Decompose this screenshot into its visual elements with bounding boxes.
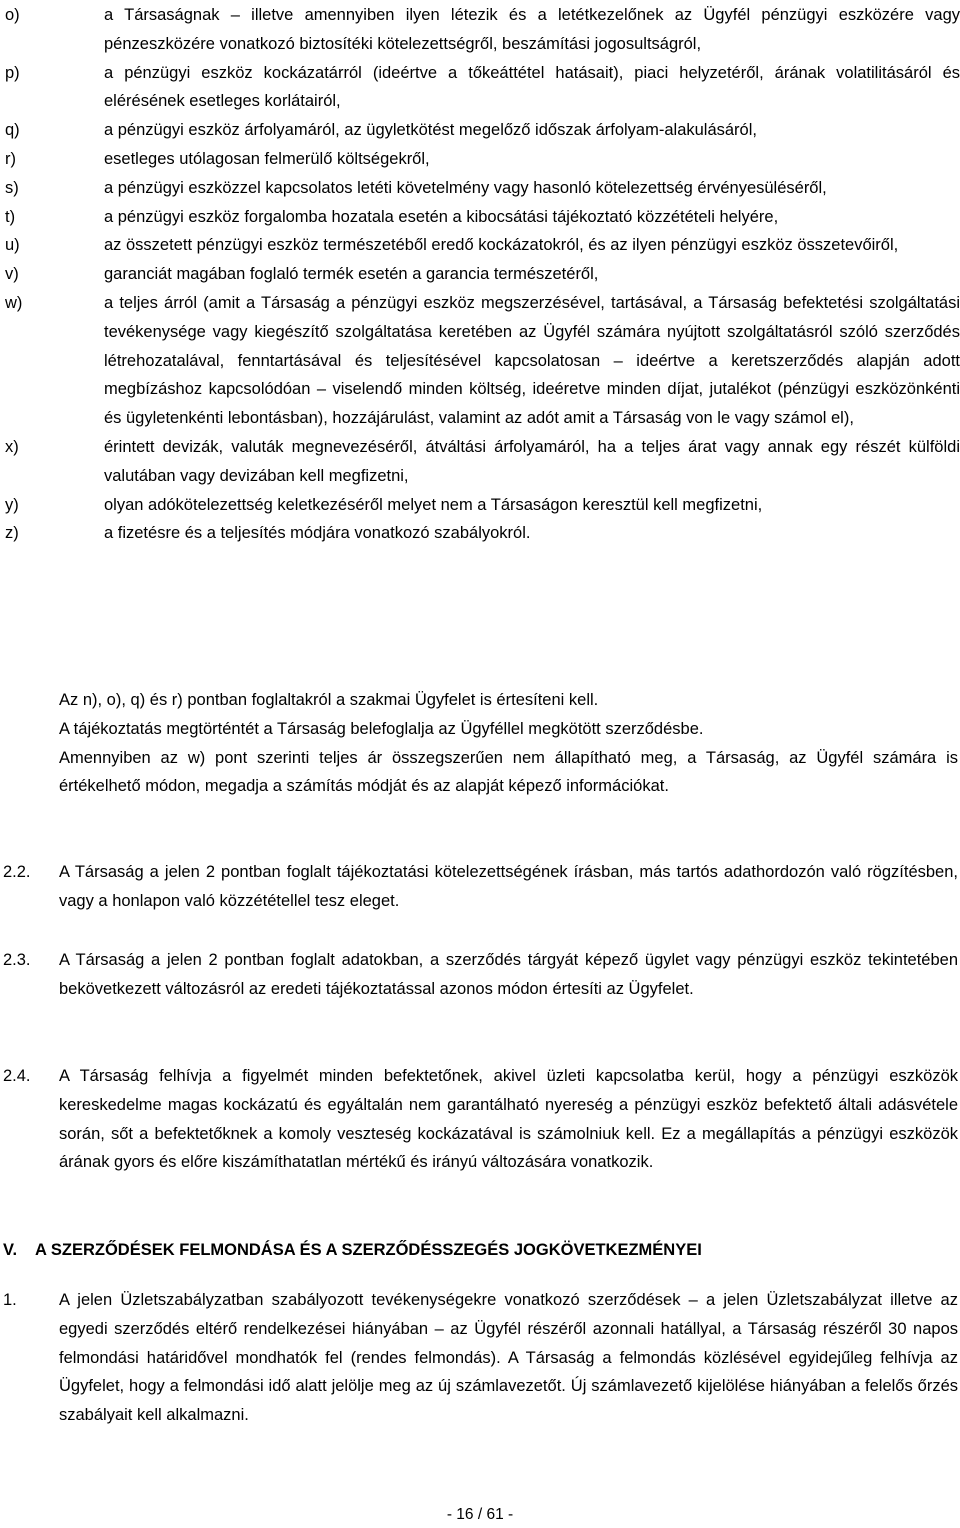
list-item [5,145,960,174]
list-item [5,1,960,59]
list-item [5,289,960,433]
section-number: 2.3. [3,951,31,969]
list-marker: t) [5,207,16,226]
list-marker: z) [5,524,19,543]
section-text: A Társaság a jelen 2 pontban foglalt tájékoztatási kötelezettségének írásban, más tartós adathordozón való rögzítésben, vagy a honlapon való közzététellel tesz eleget. [59,863,958,910]
list-item [5,203,960,232]
list-item-text: olyan adókötelezettség keletkezéséről melyet nem a Társaságon keresztül kell megfizetni, [104,495,763,514]
list-marker: y) [5,495,19,514]
note-paragraph: Amennyiben az w) pont szerinti teljes ár összegszerűen nem állapítható meg, a Társaság, az Ügyfél számára is értékelhető módon, megadja a számítás módját és az alapját képező információkat. [59,748,958,796]
clause-text: A jelen Üzletszabályzatban szabályozott tevékenységekre vonatkozó szerződések – a jelen Üzletszabályzat illetve az egyedi szerződés eltérő rendelkezései hiányában – az Ügyfél részéről azonnali hatállyal, a Társaság részéről 30 napos felmondási határidővel mondhatók fel (rendes felmondás). A Társaság a felmondás közlésével egyidejűleg felhívja az Ügyfelet, hogy a felmondási idő alatt jelölje meg az új számlavezetőt. Új számlavezető kijelölése hiányában a felelős őrzés szabályait kell alkalmazni. [59,1291,958,1425]
list-item-text: garanciát magában foglaló termék esetén a garancia természetéről, [104,265,599,284]
list-item-text: a fizetésre és a teljesítés módjára vonatkozó szabályokról. [104,524,531,543]
list-item-text: a pénzügyi eszköz forgalomba hozatala esetén a kibocsátási tájékoztató közzétételi helyére, [104,207,779,226]
list-marker: r) [5,149,16,168]
list-item [5,491,960,520]
list-marker: w) [5,293,23,312]
section-number: 2.4. [3,1067,31,1085]
list-item-text: a pénzügyi eszköz árfolyamáról, az ügyletkötést megelőző időszak árfolyam-alakulásáról, [104,121,757,140]
list-marker: p) [5,63,20,82]
list-item-text: a Társaságnak – illetve amennyiben ilyen létezik és a letétkezelőnek az Ügyfél pénzügyi eszközére vagy pénzeszközére vonatkozó biztosítéki kötelezettségről, beszámítási jogosultságról, [104,6,960,53]
list-item [5,116,960,145]
list-marker: s) [5,178,19,197]
list-item-text: érintett devizák, valuták megnevezéséről, átváltási árfolyamáról, ha a teljes árat vagy annak egy részét külföldi valutában vagy devizában kell megfizetni, [104,437,960,485]
list-marker: v) [5,265,19,284]
list-item [5,260,960,289]
list-item [5,174,960,203]
list-item-text: a pénzügyi eszköz kockázatárról (ideértve a tőkeáttétel hatásait), piaci helyzetéről, árának volatilitásáról és elérésének esetleges korlátairól, [104,63,960,111]
section-2-3 [0,946,958,1004]
sub-point-list [5,1,960,548]
clause-1 [0,1286,958,1430]
chapter-heading [0,1236,958,1265]
section-2-4 [0,1062,958,1177]
page-number: - 16 / 61 - [446,1506,514,1523]
chapter-title: A SZERZŐDÉSEK FELMONDÁSA ÉS A SZERZŐDÉSSZEGÉS JOGKÖVETKEZMÉNYEI [35,1241,702,1259]
clause-number: 1. [3,1291,17,1309]
note-paragraph: A tájékoztatás megtörténtét a Társaság belefoglalja az Ügyféllel megkötött szerződésbe. [59,719,704,738]
note-paragraph: Az n), o), q) és r) pontban foglaltakról a szakmai Ügyfelet is értesíteni kell. [59,691,599,709]
list-item-text: a teljes árról (amit a Társaság a pénzügyi eszköz megszerzésével, tartásával, a Társaság befektetési szolgáltatási tevékenysége vagy kiegészítő szolgáltatása keretében az Ügyfél számára nyújtott szolgáltatásról szóló szerződés létrehozatalával, fenntartásával és teljesítésével kapcsolatosan – ideértve a keretszerződés alapján adott megbízáshoz kapcsolódóan – viselendő minden költség, ideéretve minden díjat, jutalékot (pénzügyi eszközönkénti és ügyletenkénti lebontásban), hozzájárulást, valamint az adót amit a Társaság von le vagy számol el), [104,293,960,428]
list-item-text: a pénzügyi eszközzel kapcsolatos letéti követelmény vagy hasonló kötelezettség érvényesüléséről, [104,178,827,197]
list-item-text: az összetett pénzügyi eszköz természetéből eredő kockázatokról, és az ilyen pénzügyi eszköz összetevőiről, [104,236,899,255]
list-marker: u) [5,236,20,255]
section-2-2 [0,858,958,916]
list-marker: q) [5,121,20,140]
chapter-number: V. [3,1241,18,1259]
list-item-text: esetleges utólagosan felmerülő költségekről, [104,149,430,168]
list-item [5,59,960,117]
list-item [5,433,960,491]
notes-block [59,686,958,801]
list-marker: o) [5,6,20,24]
list-item [5,231,960,260]
section-text: A Társaság felhívja a figyelmét minden befektetőnek, akivel üzleti kapcsolatba kerül, hogy a pénzügyi eszközök kereskedelme magas kockázatú és egyáltalán nem garantálható nyereség a pénzügyi eszköz befektető általi adásvétele során, sőt a befektetőknek a komoly veszteség kockázatával is számolniuk kell. Ez a megállapítás a pénzügyi eszközök árának gyors és előre kiszámíthatatlan mértékű és irányú változására vonatkozik. [59,1067,958,1172]
section-text: A Társaság a jelen 2 pontban foglalt adatokban, a szerződés tárgyát képező ügylet vagy pénzügyi eszköz tekintetében bekövetkezett változásról az eredeti tájékoztatással azonos módon értesíti az Ügyfelet. [59,951,958,998]
list-marker: x) [5,437,19,456]
section-number: 2.2. [3,863,31,881]
list-item [5,519,960,548]
